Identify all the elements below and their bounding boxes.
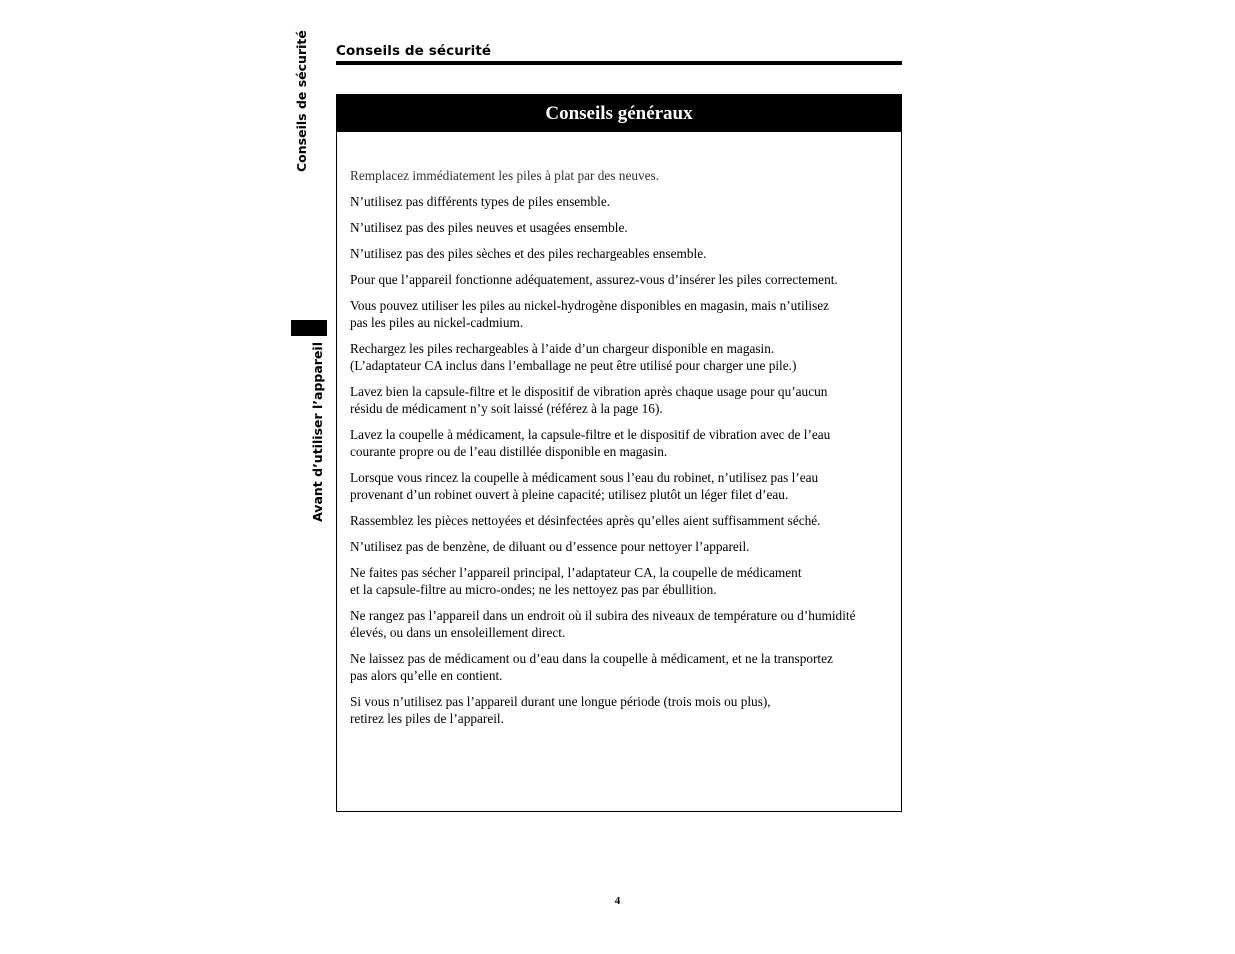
list-item: Pour que l’appareil fonctionne adéquatement, assurez-vous d’insérer les piles correctement. bbox=[350, 272, 838, 287]
list-item: Ne faites pas sécher l’appareil principal, l’adaptateur CA, la coupelle de médicament et la capsule-filtre au micro-ondes; ne les nettoyez pas par ébullition. bbox=[350, 565, 802, 597]
list-item: N’utilisez pas différents types de piles ensemble. bbox=[350, 194, 611, 209]
box-title: Conseils généraux bbox=[337, 95, 901, 132]
list-item: N’utilisez pas des piles neuves et usagées ensemble. bbox=[350, 220, 628, 235]
list-item: Remplacez immédiatement les piles à plat par des neuves. bbox=[350, 168, 660, 183]
header-rule bbox=[336, 61, 902, 65]
list-item: Si vous n’utilisez pas l’appareil durant une longue période (trois mois ou plus), retirez les piles de l’appareil. bbox=[350, 694, 771, 726]
general-advice-box bbox=[336, 94, 902, 812]
list-item: Rassemblez les pièces nettoyées et désinfectées après qu’elles aient suffisamment séché. bbox=[350, 513, 821, 528]
side-tab-label-parent: Avant d’utiliser l’appareil bbox=[310, 342, 325, 522]
list-item: N’utilisez pas de benzène, de diluant ou d’essence pour nettoyer l’appareil. bbox=[350, 539, 750, 554]
advice-list bbox=[350, 167, 895, 736]
list-item: Lavez bien la capsule-filtre et le dispositif de vibration après chaque usage pour qu’aucun résidu de médicament n’y soit laissé (référez à la page 16). bbox=[350, 384, 828, 416]
list-item: Lavez la coupelle à médicament, la capsule-filtre et le dispositif de vibration avec de l’eau courante propre ou de l’eau distillée disponible en magasin. bbox=[350, 427, 831, 459]
list-item: Ne laissez pas de médicament ou d’eau dans la coupelle à médicament, et ne la transportez pas alors qu’elle en contient. bbox=[350, 651, 833, 683]
list-item: Vous pouvez utiliser les piles au nickel-hydrogène disponibles en magasin, mais n’utilisez pas les piles au nickel-cadmium. bbox=[350, 298, 830, 330]
list-item: Rechargez les piles rechargeables à l’aide d’un chargeur disponible en magasin. (L’adaptateur CA inclus dans l’emballage ne peut être utilisé pour charger une pile.) bbox=[350, 341, 797, 373]
list-item: N’utilisez pas des piles sèches et des piles rechargeables ensemble. bbox=[350, 246, 707, 261]
side-tab-marker bbox=[291, 320, 327, 336]
section-header-title: Conseils de sécurité bbox=[336, 43, 492, 59]
page-number: 4 bbox=[614, 895, 621, 907]
side-tab-label-active: Conseils de sécurité bbox=[294, 30, 309, 172]
list-item: Ne rangez pas l’appareil dans un endroit où il subira des niveaux de température ou d’humidité élevés, ou dans un ensoleillement direct. bbox=[350, 608, 856, 640]
list-item: Lorsque vous rincez la coupelle à médicament sous l’eau du robinet, n’utilisez pas l’eau provenant d’un robinet ouvert à pleine capacité; utilisez plutôt un léger filet d’eau. bbox=[350, 470, 819, 502]
